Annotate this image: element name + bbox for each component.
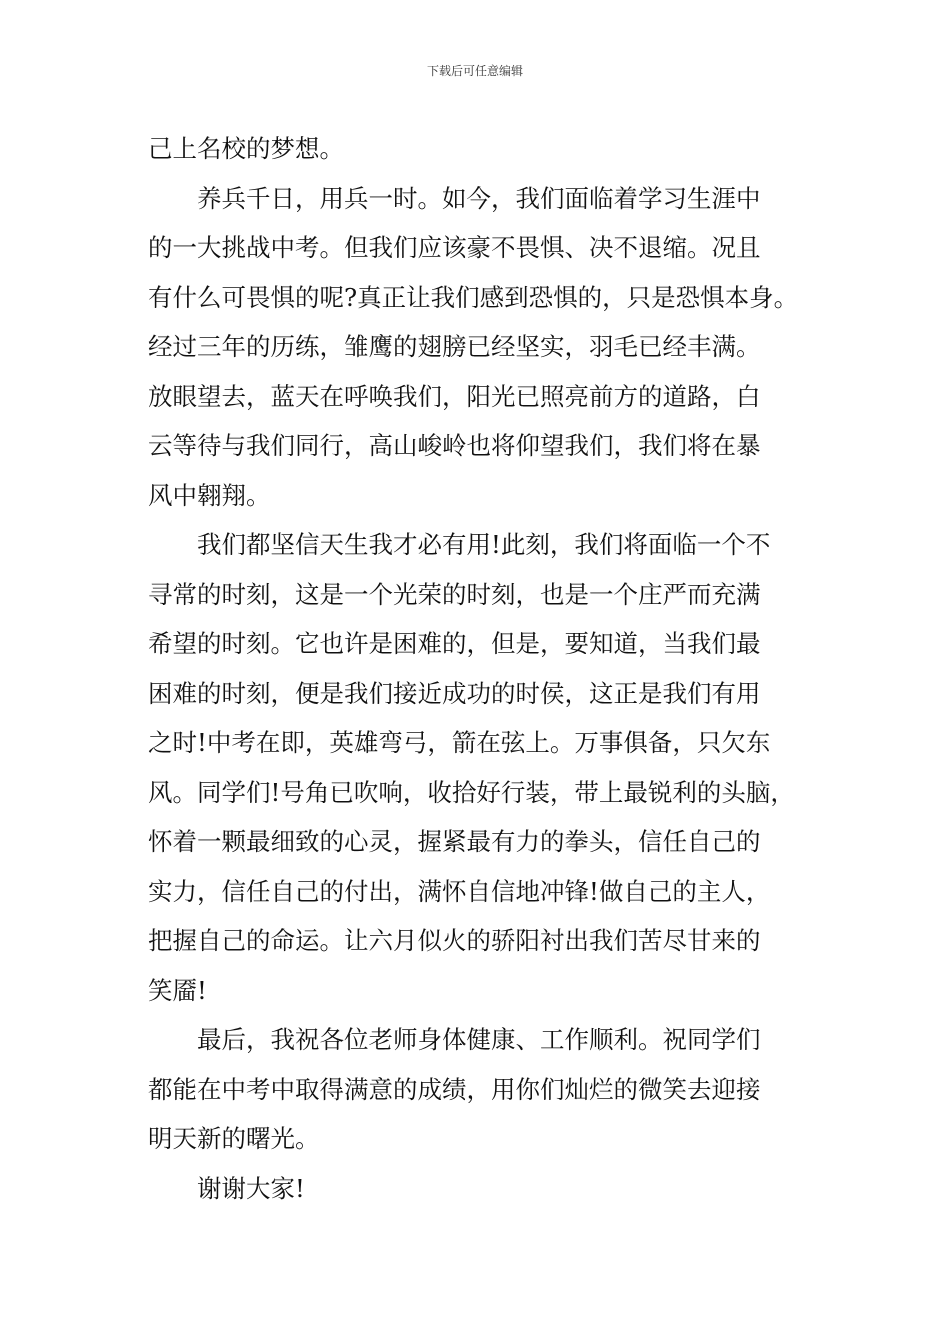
- page-header: 下载后可任意编辑: [426, 64, 523, 78]
- text-line: 困难的时刻，便是我们接近成功的时侯，这正是我们有用: [148, 678, 761, 708]
- text-line: 之时!中考在即，英雄弯弓，箭在弦上。万事俱备，只欠东: [148, 728, 771, 757]
- text-line: 明天新的曙光。: [148, 1124, 320, 1153]
- text-line: 风中翱翔。: [148, 480, 271, 510]
- text-line: 实力，信任自己的付出，满怀自信地冲锋!做自己的主人，: [148, 876, 771, 906]
- text-line: 把握自己的命运。让六月似火的骄阳衬出我们苦尽甘来的: [148, 926, 761, 955]
- text-line: 经过三年的历练，雏鹰的翅膀已经坚实，羽毛已经丰满。: [148, 332, 761, 361]
- text-line: 笑靥!: [148, 975, 207, 1005]
- text-line: 都能在中考中取得满意的成绩，用你们灿烂的微笑去迎接: [148, 1074, 761, 1104]
- document-body: [148, 124, 838, 1213]
- text-line: 希望的时刻。它也许是困难的，但是，要知道，当我们最: [148, 629, 761, 658]
- text-line: 怀着一颗最细致的心灵，握紧最有力的拳头，信任自己的: [148, 827, 761, 856]
- text-line: 己上名校的梦想。: [148, 134, 344, 163]
- text-line: 放眼望去，蓝天在呼唤我们，阳光已照亮前方的道路，白: [148, 381, 761, 411]
- paragraph-start-line: 养兵千日，用兵一时。如今，我们面临着学习生涯中: [197, 183, 761, 213]
- paragraph-start-line: 最后，我祝各位老师身体健康、工作顺利。祝同学们: [197, 1025, 761, 1054]
- text-line: 云等待与我们同行，高山峻岭也将仰望我们，我们将在暴: [148, 431, 761, 460]
- closing-line: 谢谢大家!: [197, 1173, 305, 1203]
- text-line: 的一大挑战中考。但我们应该豪不畏惧、决不退缩。况且: [148, 233, 761, 262]
- text-line: 风。同学们!号角已吹响，收拾好行装，带上最锐利的头脑，: [148, 777, 795, 807]
- text-line: 有什么可畏惧的呢?真正让我们感到恐惧的，只是恐惧本身。: [148, 282, 799, 312]
- text-line: 寻常的时刻，这是一个光荣的时刻，也是一个庄严而充满: [148, 579, 761, 609]
- paragraph-start-line: 我们都坚信天生我才必有用!此刻，我们将面临一个不: [197, 530, 771, 559]
